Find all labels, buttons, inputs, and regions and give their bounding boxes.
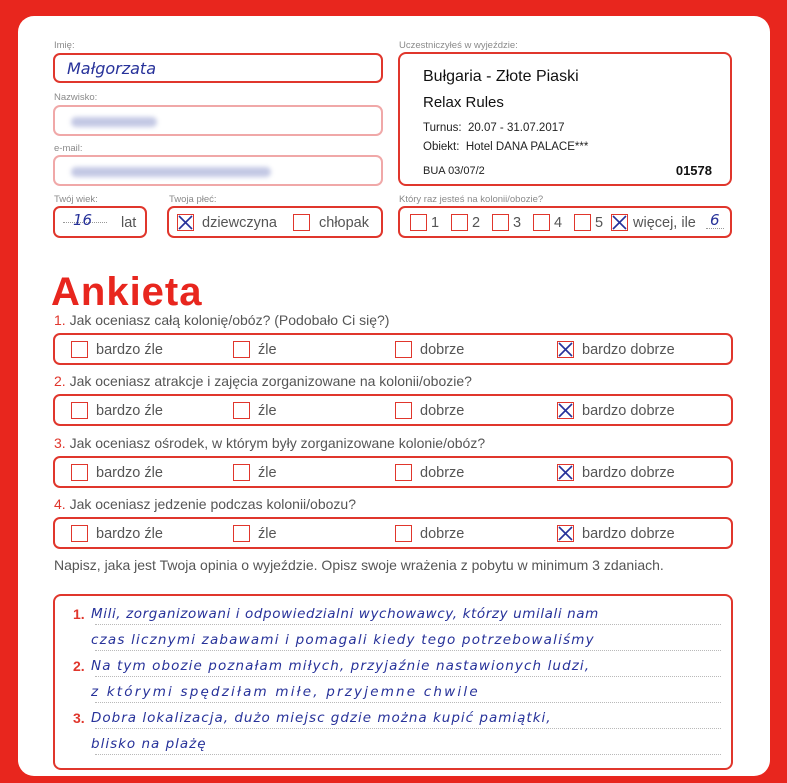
answer-checkbox[interactable]	[233, 402, 250, 419]
answer-option-label: dobrze	[420, 526, 465, 542]
times-option-more: więcej, ile	[633, 215, 696, 231]
essay-line-3: Na tym obozie poznałam miłych, przyjaźnie nastawionych ludzi,	[91, 658, 591, 674]
question-2	[54, 373, 472, 389]
answer-checkbox[interactable]	[71, 464, 88, 481]
name-value: Małgorzata	[67, 59, 157, 78]
essay-line-6: blisko na plażę	[91, 736, 207, 752]
question-1	[54, 312, 389, 328]
essay-rule	[95, 728, 721, 729]
trip-object	[423, 141, 588, 153]
answer-checkbox[interactable]	[233, 341, 250, 358]
survey-title: Ankieta	[51, 270, 203, 314]
checkbox-5[interactable]	[574, 214, 591, 231]
essay-line-2: czas licznymi zabawami i pomagali kiedy tego potrzebowaliśmy	[91, 632, 595, 648]
surname-field[interactable]	[53, 105, 383, 136]
trip-code: BUA 03/07/2	[423, 165, 485, 177]
answer-option-label: bardzo dobrze	[582, 342, 675, 358]
turnus-value: 20.07 - 31.07.2017	[467, 122, 565, 134]
name-label: Imię:	[54, 40, 75, 51]
question-4	[54, 496, 356, 512]
answer-option-label: źle	[258, 342, 277, 358]
answer-checkbox[interactable]	[233, 525, 250, 542]
which-time-label: Który raz jesteś na kolonii/obozie?	[399, 194, 544, 205]
email-field[interactable]	[53, 155, 383, 186]
age-unit: lat	[121, 215, 137, 231]
answer-option-label: bardzo dobrze	[582, 403, 675, 419]
answer-option-label: bardzo źle	[96, 526, 163, 542]
essay-rule	[95, 624, 721, 625]
question-number: 2.	[54, 373, 66, 389]
answer-checkbox[interactable]	[71, 525, 88, 542]
check-mark-icon	[557, 464, 574, 481]
essay-line-5: Dobra lokalizacja, dużo miejsc gdzie można kupić pamiątki,	[91, 710, 552, 726]
survey-sheet	[18, 16, 770, 776]
trip-destination: Bułgaria - Złote Piaski	[423, 68, 579, 85]
gender-field	[167, 206, 383, 238]
question-text: Jak oceniasz całą kolonię/obóz? (Podobało Ci się?)	[69, 312, 390, 328]
checkbox-more[interactable]	[611, 214, 628, 231]
object-value: Hotel DANA PALACE***	[465, 141, 589, 153]
answer-option-label: bardzo źle	[96, 342, 163, 358]
checkbox-1[interactable]	[410, 214, 427, 231]
essay-number-2: 2.	[73, 658, 85, 674]
answer-option-label: źle	[258, 526, 277, 542]
trip-turnus	[423, 122, 565, 134]
essay-box[interactable]	[53, 594, 733, 770]
email-redacted	[71, 167, 271, 177]
times-value: 6	[710, 211, 720, 229]
answer-row-1	[53, 333, 733, 365]
answer-option-label: bardzo źle	[96, 465, 163, 481]
surname-redacted	[71, 117, 157, 127]
answer-checkbox[interactable]	[557, 402, 574, 419]
surname-label: Nazwisko:	[54, 92, 98, 103]
answer-checkbox[interactable]	[557, 464, 574, 481]
trip-number: 01578	[675, 163, 712, 178]
question-text: Jak oceniasz ośrodek, w którym były zorganizowane kolonie/obóz?	[69, 435, 486, 451]
checkbox-4[interactable]	[533, 214, 550, 231]
answer-checkbox[interactable]	[395, 341, 412, 358]
gender-label: Twoja płeć:	[169, 194, 217, 205]
times-option-3: 3	[513, 215, 522, 231]
check-mark-icon	[557, 341, 574, 358]
essay-number-1: 1.	[73, 606, 85, 622]
question-3	[54, 435, 485, 451]
check-mark-icon	[611, 214, 628, 231]
times-option-4: 4	[554, 215, 563, 231]
answer-checkbox[interactable]	[557, 525, 574, 542]
email-label: e-mail:	[54, 143, 83, 154]
essay-line-4: z którymi spędziłam miłe, przyjemne chwile	[91, 684, 480, 700]
participant-label: Uczestniczyłeś w wyjeździe:	[399, 40, 518, 51]
answer-option-label: źle	[258, 403, 277, 419]
essay-rule	[95, 676, 721, 677]
question-number: 3.	[54, 435, 66, 451]
checkbox-chlopak[interactable]	[293, 214, 310, 231]
essay-rule	[95, 702, 721, 703]
answer-checkbox[interactable]	[71, 402, 88, 419]
answer-checkbox[interactable]	[395, 525, 412, 542]
name-field[interactable]	[53, 53, 383, 83]
age-label: Twój wiek:	[54, 194, 98, 205]
times-option-2: 2	[472, 215, 481, 231]
checkbox-3[interactable]	[492, 214, 509, 231]
gender-option-chlopak: chłopak	[319, 215, 369, 231]
essay-number-3: 3.	[73, 710, 85, 726]
checkbox-2[interactable]	[451, 214, 468, 231]
answer-checkbox[interactable]	[71, 341, 88, 358]
answer-row-2	[53, 394, 733, 426]
answer-checkbox[interactable]	[395, 402, 412, 419]
age-field[interactable]	[53, 206, 147, 238]
which-time-field	[398, 206, 732, 238]
answer-option-label: źle	[258, 465, 277, 481]
essay-line-1: Mili, zorganizowani i odpowiedzialni wychowawcy, którzy umilali nam	[91, 606, 599, 622]
question-text: Jak oceniasz atrakcje i zajęcia zorganizowane na kolonii/obozie?	[69, 373, 472, 389]
times-option-1: 1	[431, 215, 440, 231]
answer-checkbox[interactable]	[557, 341, 574, 358]
answer-row-4	[53, 517, 733, 549]
answer-option-label: dobrze	[420, 403, 465, 419]
answer-option-label: dobrze	[420, 342, 465, 358]
essay-prompt: Napisz, jaka jest Twoja opinia o wyjeździe. Opisz swoje wrażenia z pobytu w minimum 3 zdaniach.	[54, 557, 664, 573]
question-number: 1.	[54, 312, 66, 328]
answer-checkbox[interactable]	[233, 464, 250, 481]
check-mark-icon	[557, 525, 574, 542]
answer-option-label: dobrze	[420, 465, 465, 481]
checkbox-dziewczyna[interactable]	[177, 214, 194, 231]
essay-rule	[95, 754, 721, 755]
check-mark-icon	[557, 402, 574, 419]
answer-option-label: bardzo dobrze	[582, 526, 675, 542]
check-mark-icon	[177, 214, 194, 231]
trip-program: Relax Rules	[423, 94, 504, 111]
times-option-5: 5	[595, 215, 604, 231]
age-value: 16	[73, 211, 93, 229]
turnus-label: Turnus:	[423, 122, 462, 134]
object-label: Obiekt:	[423, 141, 460, 153]
trip-info-box	[398, 52, 732, 186]
answer-option-label: bardzo dobrze	[582, 465, 675, 481]
essay-rule	[95, 650, 721, 651]
gender-option-dziewczyna: dziewczyna	[202, 215, 277, 231]
answer-row-3	[53, 456, 733, 488]
question-text: Jak oceniasz jedzenie podczas kolonii/obozu?	[69, 496, 356, 512]
answer-checkbox[interactable]	[395, 464, 412, 481]
answer-option-label: bardzo źle	[96, 403, 163, 419]
question-number: 4.	[54, 496, 66, 512]
